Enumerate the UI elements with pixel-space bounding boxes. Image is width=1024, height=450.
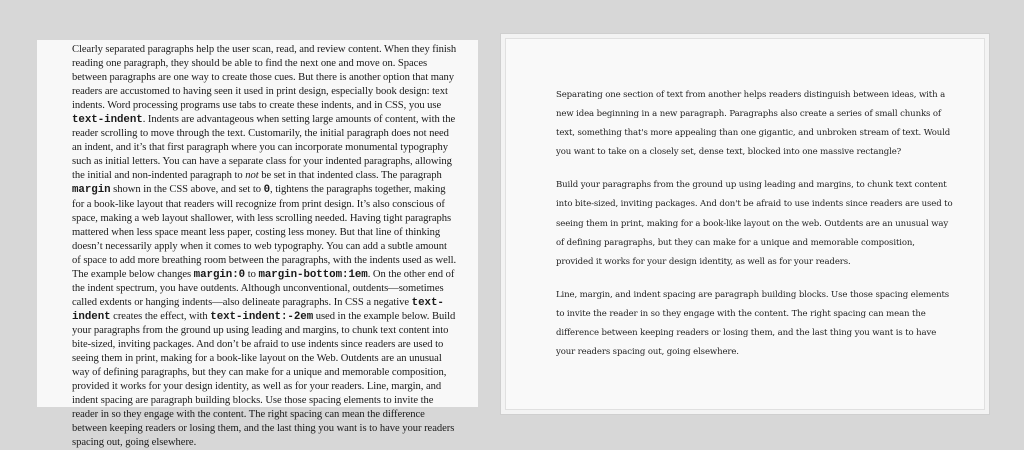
spaced-paragraph-1: Separating one section of text from another helps readers distinguish between ideas, with a new idea beginning in a new paragraph. Paragraphs also create a series of small chunks of text, something that's more appealing than one gigantic, and unbroken stream of text. Would you want to take on a closely set, dense text, blocked into one massive rectangle? xyxy=(556,90,951,158)
text-segment: creates the effect, with xyxy=(110,310,211,322)
code-snippet: text-indent xyxy=(72,114,143,127)
text-segment: . Indents are advantageous when setting large amounts of content, with the reader scrolling to move through the text. Customarily, the initial paragraph does not need an indent, and it’s that first paragraph where you can incorporate monumental typography such as initial letters. You can have a separate class for your indented paragraphs, allowing the initial and non-indented paragraph to xyxy=(72,114,456,182)
text-segment: be set in that indented class. The paragraph xyxy=(258,170,442,182)
spaced-text-example-panel xyxy=(505,38,985,410)
spaced-paragraph-2: Build your paragraphs from the ground up using leading and margins, to chunk text content into bite-sized, inviting packages. And don't be afraid to use indents since readers are used to seeing them in print, making for a book-like layout on the web. Outdents are an unusual way of defining paragraphs, but they can make for a unique and memorable composition, provided it works for your design identity, as well as for your readers. xyxy=(556,180,953,267)
code-snippet: text-indent xyxy=(72,296,444,323)
text-segment: . On the other end of the indent spectrum, you have outdents. Although unconventional, outdents—sometimes called exdents or hanging indents—also delineate paragraphs. In CSS a negative xyxy=(72,268,455,308)
text-segment: , tightens the paragraphs together, making for a book-like layout that readers will recognize from print design. It’s also conscious of space, making a web layout shallower, with less scrolling needed. Having tight paragraphs mattered when less space meant less paper, costing less money. But that line of thinking doesn’t necessarily apply when it comes to web typography. You can add a subtle amount of space to add more breathing room between the paragraphs, with the indents used as well. The example below changes xyxy=(72,184,457,280)
code-snippet: margin:0 xyxy=(193,268,246,281)
text-segment: to xyxy=(245,268,259,280)
dense-text-example-panel xyxy=(37,40,478,449)
code-snippet: margin-bottom:1em xyxy=(258,268,368,281)
emphasis-text: not xyxy=(245,170,259,182)
text-segment: Clearly separated paragraphs help the user scan, read, and review content. When they finish reading one paragraph, they should be able to find the next one and move on. Spaces between paragraphs are one way to create those cues. But there is another option that many readers are accustomed to having seen it used in print design, especially book design: text indents. Word processing programs use tabs to create these indents, and in CSS, you use xyxy=(72,44,457,112)
code-snippet: text-indent:-2em xyxy=(210,310,314,323)
text-segment: used in the example below. Build your paragraphs from the ground up using leading and margins, to chunk text content into bite-sized, inviting packages. And don’t be afraid to use indents since readers are used to seeing them in print, making for a book-like layout on the Web. Outdents are an unusual way of defining paragraphs, but they can make for a unique and memorable composition, provided it works for your design identity, as well as for your readers. Line, margin, and indent spacing are paragraph building blocks. Use those spacing elements to invite the reader in so they engage with the content. The right spacing can mean the difference between keeping readers or losing them, and the last thing you want is to have your readers spacing out, going elsewhere. xyxy=(72,310,456,449)
code-snippet: 0 xyxy=(263,184,270,197)
code-snippet: margin xyxy=(72,184,111,197)
spaced-paragraph-3: Line, margin, and indent spacing are paragraph building blocks. Use those spacing elements to invite the reader in so they engage with the content. The right spacing can mean the difference between keeping readers or losing them, and the last thing you want is to have your readers spacing out, going elsewhere. xyxy=(556,289,950,358)
text-segment: shown in the CSS above, and set to xyxy=(110,184,264,196)
dense-paragraph xyxy=(72,43,458,450)
